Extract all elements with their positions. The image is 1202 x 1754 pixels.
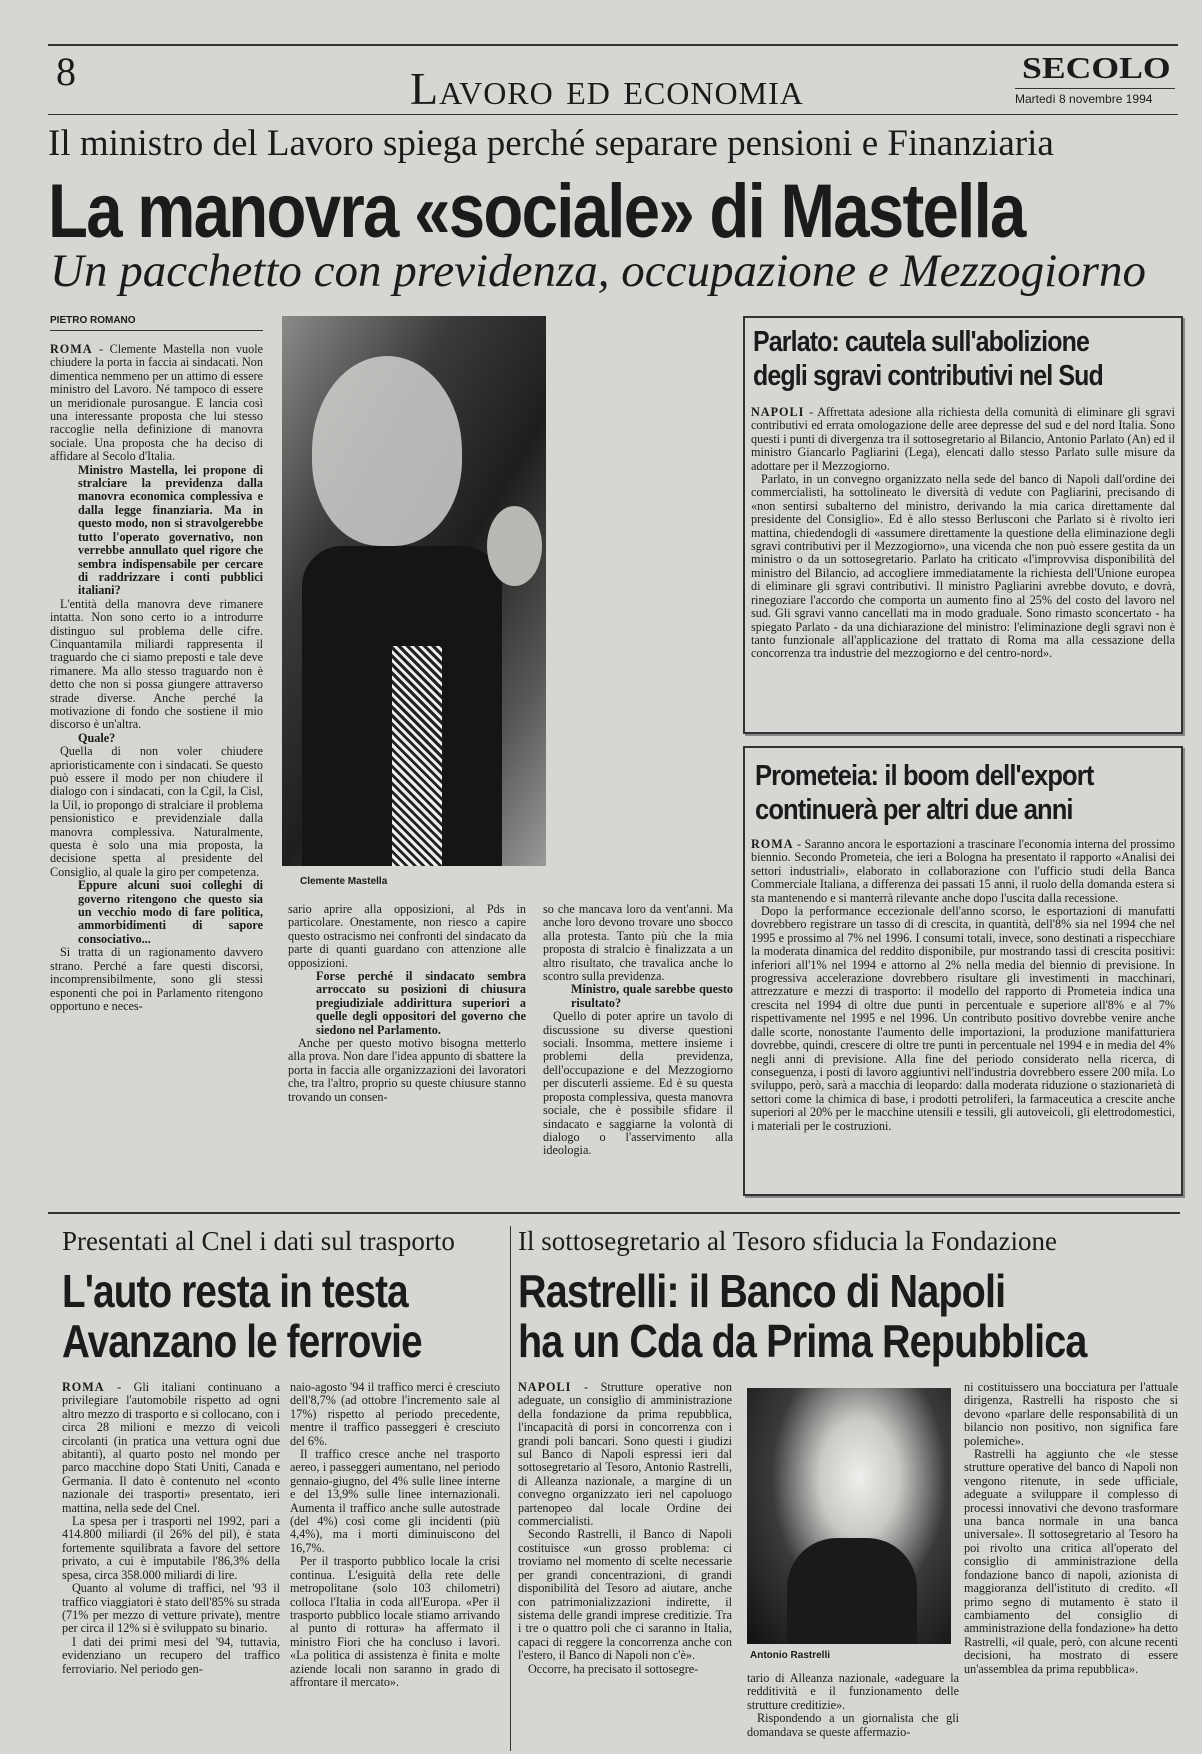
- paragraph: [290, 1381, 500, 1448]
- paragraph: [62, 1582, 280, 1636]
- paragraph-text: Rastrelli ha aggiunto che «le stesse strutture operative del banco di Napoli non vengono ritenute, in sede ufficiale, adeguate a sviluppare il complesso di processi innovativi che devono trasformare una banca normale in una banca universale». Il sottosegretario al Tesoro ha poi rivolto una critica all'operato del consiglio di amministrazione della fondazione banco di napoli, azionista di maggioranza dell'istituto di credito. «Il primo segno di mutamento è stato il cambiamento del consiglio di amministrazione della fondazione» ha detto Rastrelli, «il quale, però, con alcune recenti decisioni, ha mostrato di essere un'assemblea da prima repubblica».: [964, 1447, 1178, 1676]
- article-column: [518, 1381, 732, 1751]
- article-column: [747, 1672, 959, 1752]
- paragraph: [62, 1636, 280, 1676]
- main-kicker: Il ministro del Lavoro spiega perché separare pensioni e Finanziaria: [48, 123, 1054, 164]
- dateline: NAPOLI: [518, 1381, 572, 1394]
- paragraph-text: Dopo la performance eccezionale dell'anno scorso, le esportazioni di manufatti dovrebbero registrare un tasso di di crescita, in quantità, dell'8% sia nel 1994 che nel 1995 e prossimo al 7% nel 1996. I consumi totali, invece, sono destinati a rispecchiare la moderata dinamica del reddito disponibile, pur mostrando tassi di crescita positivi: inferiori all'1% nel 1994 e attorno al 2% nella media del biennio di previsione. In progressiva accelerazione dovrebbero risultare gli investimenti in macchinari, attrezzature e mezzi di trasporto: il modello del rapporto di Prometeia indica una crescita nel 1994 di oltre due punti in percentuale e superiore all'8% e al 7% rispettivamente nel 1995 e nel 1996. Un contributo positivo dovrebbe venire anche dalle scorte, nonostante l'aumento delle importazioni, la produzione manifatturiera dovrebbe, quindi, crescere di oltre tre punti in percentuale nel 1994 e in media del 4% negli anni di previsione. Alla fine del periodo considerato nella ricerca, di conseguenza, i posti di lavoro aggiuntivi nell'industria dovrebbero essere 200 mila. Lo sviluppo, però, sarà a macchia di leopardo: dalla moderata riduzione o stazionarietà di settori come la chimica di base, i prodotti petroliferi, la farmaceutica a crescite anche superiori al 20% per le macchine utensili e tessili, gli autoveicoli, gli elettrodomestici, i materiali per le costruzioni.: [751, 904, 1175, 1133]
- paragraph: [290, 1448, 500, 1555]
- paragraph: [62, 1381, 280, 1515]
- top-rule: [48, 44, 1178, 46]
- paragraph-text: naio-agosto '94 il traffico merci è cresciuto dell'8,7% (ad ottobre l'incremento sale al 17%) rispetto al periodo precedente, mentre il traffico passeggeri è cresciuto del 6%.: [290, 1381, 500, 1448]
- paragraph-text: Occorre, ha precisato il sottosegre-: [528, 1661, 699, 1676]
- transport-kicker: Presentati al Cnel i dati sul trasporto: [62, 1226, 455, 1256]
- article-column: [751, 406, 1175, 728]
- tie-shape: [392, 646, 442, 866]
- paragraph-text: Ministro Mastella, lei propone di stralciare la previdenza dalla manovra economica complessiva e dalla legge finanziaria. Ma in questo modo, non si stravolgerebbe tutto l'operato governativo, non verrebbe annullato quel rigore che sembra indispensabile per cercare di raddrizzare i conti pubblici italiani?: [78, 462, 263, 598]
- paragraph-text: - Affrettata adesione alla richiesta della comunità di eliminare gli sgravi contributivi ed errata omologazione delle aree depresse del sud e del nord Italia. Sono questi i punti di divergenza tra il sottosegretario al Bilancio, Antonio Parlato (An) ed il ministro Giancarlo Pagliarini (Lega), elencati dallo stesso Parlato sulle misure da adottare per il Mezzogiorno.: [751, 406, 1175, 473]
- paragraph: [964, 1448, 1178, 1676]
- paragraph: [50, 343, 263, 464]
- paragraph-text: - Clemente Mastella non vuole chiudere la porta in faccia ai sindacati. Non dimentica nemmeno per un attimo di essere ministro del Lavoro. Né tampoco di essere un meridionale purosangue. E lancia così una interessante proposta che lui stesso raccoglie nella definizione di manovra sociale. Una proposta che ha deciso di affidare al Secolo d'Italia.: [50, 343, 263, 464]
- paragraph: [50, 946, 263, 1013]
- paragraph-text: - Strutture operative non adeguate, un consiglio di amministrazione della fondazione da prima repubblica, l'incapacità di porsi in concorrenza con i grandi poli bancari. Sono questi i giudizi sul Banco di Napoli espressi ieri dal sottosegretario al Tesoro, Antonio Rastrelli, di Alleanza nazionale, a margine di un convegno organizzato ieri nel capoluogo partenopeo dal locale Ordine dei commercialisti.: [518, 1381, 732, 1529]
- transport-headline: Avanzano le ferrovie: [62, 1315, 422, 1367]
- paragraph-text: Per il trasporto pubblico locale la crisi continua. L'esiguità della rete delle metropolitane (solo 103 chilometri) colloca l'Italia in coda all'Europa. «Per il trasporto pubblico locale stiamo arrivando al punto di rottura» ha affermato il ministro Fiori che ha concluso i lavori. «La politica di assistenza è finita e molte aziende locali non saranno in grado di affrontare il mercato».: [290, 1554, 500, 1689]
- paragraph-text: Quella di non voler chiudere aprioristicamente con i sindacati. Se questo può essere il modo per non chiudere il dialogo con i sindacati, con la Cgil, la Cisl, la Uil, io propongo di stralciare il problema pensionistico e previdenziale dalla manovra complessiva. Naturalmente, questa è solo una mia proposta, la decisione spetta al presidente del Consiglio, al quale la giro per competenza.: [50, 744, 263, 879]
- paragraph-text: Ministro, quale sarebbe questo risultato?: [571, 982, 733, 1010]
- paragraph-text: tario di Alleanza nazionale, «adeguare la redditività e il funzionamento delle strutture creditizie».: [747, 1672, 959, 1712]
- paragraph: [288, 903, 526, 970]
- article-column: [964, 1381, 1178, 1751]
- box-headline: Parlato: cautela sull'abolizione: [753, 326, 1089, 358]
- background-face: [487, 506, 542, 586]
- paragraph-text: Il traffico cresce anche nel trasporto aereo, i passeggeri aumentano, nel periodo gennaio-giugno, del 4% sulle linee interne e del 13,9% sulle linee internazionali. Aumenta il traffico anche sulle autostrade (del 4%) così come gli incidenti (più 4,4%), ma i morti diminuiscono del 16,7%.: [290, 1447, 500, 1555]
- paragraph-text: Forse perché il sindacato sembra arroccato su posizioni di chiusura pregiudiziale addirittura superiori a quelle degli oppositori del governo che siedono nel Parlamento.: [316, 969, 526, 1037]
- paragraph: [62, 1515, 280, 1582]
- paragraph-text: Quanto al volume di traffici, nel '93 il traffico viaggiatori è stato dell'85% su strada (71% per mezzo di vetture private), mentre per circa il 12% si è sviluppato su binario.: [62, 1581, 280, 1636]
- banco-headline: ha un Cda da Prima Repubblica: [518, 1315, 1087, 1367]
- article-column: [543, 903, 733, 1198]
- photo-antonio-rastrelli: [747, 1388, 951, 1644]
- suit-shape: [787, 1538, 917, 1644]
- logo-rule: [1015, 88, 1175, 89]
- box-headline: degli sgravi contributivi nel Sud: [753, 360, 1103, 392]
- photo-caption: Clemente Mastella: [300, 876, 388, 887]
- banco-kicker: Il sottosegretario al Tesoro sfiducia la Fondazione: [518, 1226, 1057, 1256]
- paragraph-text: Eppure alcuni suoi colleghi di governo ritengono che questo sia un vecchio modo di fare politica, ammorbidimenti di sapore consociativo...: [78, 878, 263, 946]
- box-headline: Prometeia: il boom dell'export: [755, 760, 1094, 792]
- paragraph: [518, 1381, 732, 1528]
- paragraph: [751, 838, 1175, 905]
- main-subheadline: Un pacchetto con previdenza, occupazione e Mezzogiorno: [50, 245, 1146, 297]
- paragraph-text: L'entità della manovra deve rimanere intatta. Non sono certo io a introdurre distinguo sul problema delle cifre. Cinquantamila miliardi rappresenta il traguardo che ci siamo preposti e tale deve rimanere. Ma allo stesso traguardo non è detto che non si possa giungere attraverso strade diverse. Anche perché la motivazione di fondo che sostiene il mio discorso è un'altra.: [50, 596, 263, 732]
- paragraph-text: Rispondendo a un giornalista che gli domandava se queste affermazio-: [747, 1711, 959, 1739]
- interview-question: [316, 970, 526, 1037]
- box-parlato: [743, 316, 1183, 734]
- article-column: [288, 903, 526, 1198]
- byline-rule: [50, 330, 263, 331]
- byline: PIETRO ROMANO: [50, 315, 136, 326]
- column-rule: [510, 1226, 511, 1751]
- photo-caption: Antonio Rastrelli: [750, 1650, 831, 1661]
- issue-date: Martedì 8 novembre 1994: [1015, 92, 1153, 106]
- photo-clemente-mastella: [282, 316, 546, 866]
- newspaper-logo: SECOLO: [1022, 50, 1171, 85]
- paragraph: [518, 1663, 732, 1676]
- dateline: ROMA: [50, 343, 93, 356]
- section-title: Lavoro ed economia: [410, 63, 804, 114]
- paragraph-text: Si tratta di un ragionamento davvero strano. Perché a fare questi discorsi, incomprensibilmente, sono gli stessi esponenti che poi in Parlamento ritengono opportuno e neces-: [50, 945, 263, 1013]
- banco-headline: Rastrelli: il Banco di Napoli: [518, 1265, 1006, 1317]
- dateline: ROMA: [62, 1381, 105, 1394]
- paragraph: [518, 1528, 732, 1662]
- interview-question: [571, 983, 733, 1010]
- interview-question: [78, 732, 263, 745]
- dateline: NAPOLI: [751, 406, 805, 419]
- paragraph-text: Parlato, in un convegno organizzato nella sede del banco di Napoli dall'ordine dei commercialisti, ha sottolineato le diversità di vedute con Pagliarini, precisando di «non sentirsi subalterno del ministro, derivando la mia carica direttamente dal presidente del Consiglio». Ed è allo stesso Berlusconi che Parlato si è rivolto ieri mattina, chiedendogli di «assumere direttamente la questione della eliminazione degli sgravi contributivi per il Mezzogiorno», una vicenda che non può essere gestita da un ministro o da un sottosegretario. Parlato ha criticato «l'improvvisa disponibilità del ministro del Bilancio, ad accogliere immediatamente la richiesta dell'Unione europea di eliminare gli sgravi contributivi. Il ministro Pagliarini avrebbe dovuto, e dovrà, rinegoziare l'accordo che comporta un aumento fino al 25% del costo del lavoro nel sud. Gli sgravi vanno cancellati ma in modo graduale. Sono rimasto sconcertato - ha spiegato Parlato - da una dichiarazione del ministro: l'eliminazione degli sgravi non è tanto funzionale all'applicazione del trattato di Roma ma alla cessazione della concorrenza tra industrie del mezzogiorno e del centro-nord».: [751, 472, 1175, 661]
- paragraph: [50, 745, 263, 879]
- face-shape: [312, 356, 462, 546]
- paragraph-text: Anche per questo motivo bisogna metterlo alla prova. Non dare l'idea appunto di sbattere la porta in faccia alle organizzazioni dei lavoratori che, tra l'altro, proprio su queste chiusure stanno trovando un consen-: [288, 1036, 526, 1104]
- paragraph: [747, 1672, 959, 1712]
- transport-headline: L'auto resta in testa: [62, 1265, 408, 1317]
- paragraph: [543, 903, 733, 983]
- paragraph-text: Quello di poter aprire un tavolo di discussione su diverse questioni sociali. Insomma, mettere insieme i problemi della previdenza, dell'occupazione e del Mezzogiorno per discuterli assieme. Ed è su questa proposta complessiva, questa manovra sociale, che è possibile sfidare il sindacato e saggiarne la volontà di dialogo o l'asservimento alla ideologia.: [543, 1009, 733, 1158]
- paragraph-text: so che mancava loro da vent'anni. Ma anche loro devono trovare uno sbocco alla protesta. Tanto più che la mia proposta di stralcio è finalizzata a un altro risultato, che travalica anche lo scontro sulla previdenza.: [543, 903, 733, 984]
- paragraph: [543, 1010, 733, 1157]
- article-column: [290, 1381, 500, 1751]
- paragraph: [751, 406, 1175, 473]
- paragraph-text: ni costituissero una bocciatura per l'attuale dirigenza, Rastrelli ha risposto che si devono «parlare delle responsabilità di un bilancio non positivo, non significa fare polemiche».: [964, 1381, 1178, 1448]
- article-column: [50, 343, 263, 1198]
- paragraph: [747, 1712, 959, 1739]
- paragraph: [290, 1555, 500, 1689]
- interview-question: [78, 879, 263, 946]
- paragraph: [964, 1381, 1178, 1448]
- paragraph-text: La spesa per i trasporti nel 1992, pari a 414.800 miliardi (il 26% del pil), è stata fortemente squilibrata a favore del settore privato, a cui è imputabile l'86,3% della spesa, circa 358.000 miliardi di lire.: [62, 1514, 280, 1582]
- box-prometeia: [743, 746, 1183, 1196]
- article-column: [62, 1381, 280, 1751]
- paragraph-text: Secondo Rastrelli, il Banco di Napoli costituisce «un grosso problema: ci troviamo nel momento di scelte necessarie per grandi concentrazioni, di grandi disponibilità del Tesoro ad aiutare, anche con patrimonializzazioni indirette, il sistema delle grandi imprese creditizie. Tra i tre o quattro poli che ci saranno in Italia, capaci di reggere la concorrenza anche con l'estero, il Banco di Napoli non c'è».: [518, 1527, 732, 1663]
- box-headline: continuerà per altri due anni: [755, 794, 1073, 826]
- paragraph: [50, 598, 263, 732]
- dateline: ROMA: [751, 838, 794, 851]
- paragraph-text: - Gli italiani continuano a privilegiare l'automobile rispetto ad ogni altro mezzo di trasporto e si collocano, con i circa 28 milioni e mezzo di veicoli circolanti (in pratica una vettura ogni due abitanti), al quarto posto nel mondo per parco macchine dopo Stati Uniti, Canada e Germania. Il dato è contenuto nel «conto nazionale dei trasporti» presentato, ieri mattina, nella sede del Cnel.: [62, 1381, 280, 1515]
- paragraph-text: I dati dei primi mesi del '94, tuttavia, evidenziano un recupero del traffico ferroviario. Nel periodo gen-: [62, 1634, 280, 1676]
- paragraph: [751, 473, 1175, 661]
- main-headline: La manovra «sociale» di Mastella: [48, 169, 1025, 254]
- article-column: [751, 838, 1175, 1190]
- paragraph: [751, 905, 1175, 1133]
- paragraph: [288, 1037, 526, 1104]
- paragraph-text: Quale?: [78, 730, 116, 745]
- section-divider: [48, 1212, 1180, 1214]
- page-number: 8: [56, 49, 76, 94]
- paragraph-text: - Saranno ancora le esportazioni a trascinare l'economia interna del prossimo biennio. Secondo Prometeia, che ieri a Bologna ha presentato il rapporto «Analisi dei settori industriali», elaborato in collaborazione con l'ufficio studi della Banca Commerciale Italiana, a differenza dei passati 15 anni, il ruolo della domanda estera si sta mantenendo e si manterrà rilevante anche dopo l'uscita dalla recessione.: [751, 838, 1175, 905]
- paragraph-text: sario aprire alla opposizioni, al Pds in particolare. Onestamente, non riesco a capire questo ostracismo nei confronti del sindacato da parte di quanti guardano con attenzione alle opposizioni.: [288, 903, 526, 970]
- header-rule: [48, 114, 1178, 115]
- interview-question: [78, 464, 263, 598]
